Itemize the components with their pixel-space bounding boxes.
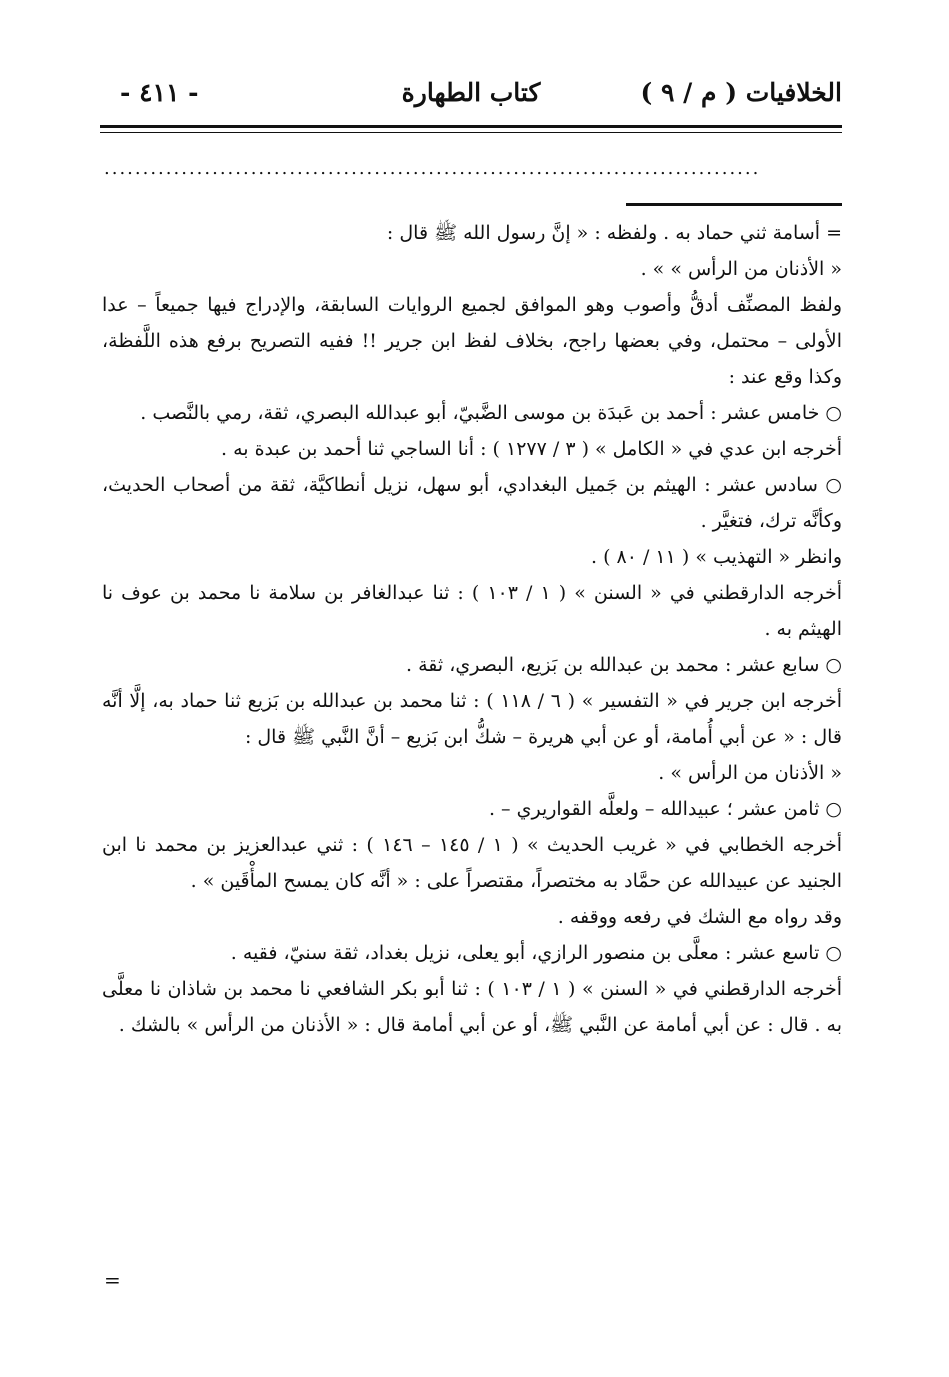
dotted-separator: ..................................................................................... (104, 158, 761, 178)
page-header (100, 78, 842, 122)
footnote-line: أخرجه الدارقطني في « السنن » ( ١ / ١٠٣ ) : ثنا عبدالغافر بن سلامة نا محمد بن عوف نا الهيثم به . (102, 582, 843, 640)
footnote-line: ○ خامس عشر : أحمد بن عَبدَة بن موسى الضَّبيّ، أبو عبدالله البصري، ثقة، رمي بالنَّصب . (140, 402, 842, 424)
header-rule-thick (100, 125, 842, 128)
book-title: الخلافيات ( م / ٩ ) (640, 78, 842, 107)
footnote-line: ○ سادس عشر : الهيثم بن جَميل البغدادي، أبو سهل، نزيل أنطاكيَّة، ثقة من أصحاب الحديث، وكأنَّه ترك، فتغيَّر . (102, 474, 842, 532)
page-number: - ٤١١ - (120, 78, 199, 107)
footnote-line: أخرجه ابن عدي في « الكامل » ( ٣ / ١٢٧٧ ) : أنا الساجي ثنا أحمد بن عبدة به . (220, 438, 842, 460)
footnote-line: أخرجه الخطابي في « غريب الحديث » ( ١ / ١٤٥ – ١٤٦ ) : ثني عبدالعزيز بن محمد نا ابن الجنيد عن عبيدالله عن حمَّاد به مختصراً، مقتصراً على : « أنَّه كان يمسح المأْقَين » . (102, 834, 842, 892)
footnote-line: « الأذنان من الرأس » . (658, 762, 842, 784)
footnote-rule (626, 203, 842, 206)
footnote-line: ولفظ المصنِّف أدقُّ وأصوب وهو الموافق لجميع الروايات السابقة، والإدراج فيها جميعاً – عدا الأولى – محتمل، وفي بعضها راجح، بخلاف لفظ ابن جرير !! ففيه التصريح برفع هذه اللَّفظة، وكذا وقع عند : (102, 294, 842, 388)
footnote-line: وانظر « التهذيب » ( ١١ / ٨٠ ) . (590, 546, 842, 568)
footnote-line: أخرجه الدارقطني في « السنن » ( ١ / ١٠٣ ) : ثنا أبو بكر الشافعي نا محمد بن شاذان نا معلَّى به . قال : عن أبي أمامة عن النَّبي ﷺ، أو عن أبي أمامة قال : « الأذنان من الرأس » بالشك . (102, 978, 842, 1036)
footnote-body (102, 215, 842, 1043)
footnote-line: ○ ثامن عشر ؛ عبيدالله – ولعلَّه القواريري – . (488, 798, 842, 820)
footnote-line: أخرجه ابن جرير في « التفسير » ( ٦ / ١١٨ ) : ثنا محمد بن عبدالله بن بَزيع ثنا حماد به، إلَّا أنَّه قال : « عن أبي أُمامة، أو عن أبي هريرة – شكُّ ابن بَزيع – أنَّ النَّبي ﷺ قال : (102, 690, 842, 748)
footnote-line: « الأذنان من الرأس » » . (640, 258, 842, 280)
continuation-mark: = (104, 1268, 121, 1292)
chapter-title: كتاب الطهارة (401, 78, 541, 107)
footnote-line: = أسامة ثني حماد به . ولفظه : « إنَّ رسول الله ﷺ قال : (386, 222, 842, 244)
header-rule-thin (100, 132, 842, 133)
footnote-line: ○ سابع عشر : محمد بن عبدالله بن بَزيع، البصري، ثقة . (406, 654, 842, 676)
footnote-line: ○ تاسع عشر : معلَّى بن منصور الرازي، أبو يعلى، نزيل بغداد، ثقة سنيّ، فقيه . (230, 942, 842, 964)
footnote-line: وقد رواه مع الشك في رفعه ووقفه . (557, 906, 842, 928)
